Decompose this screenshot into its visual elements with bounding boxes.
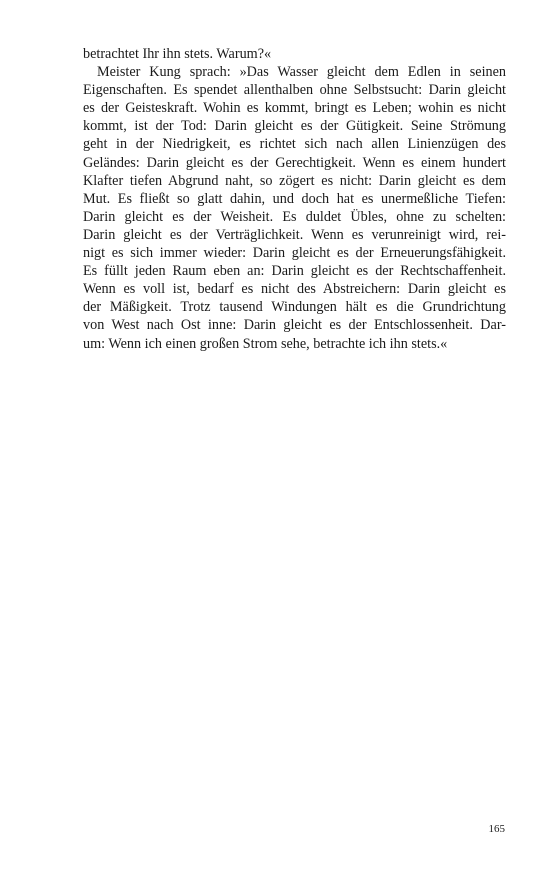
text-line-14: Wenn es voll ist, bedarf es nicht des Abstreichern: Darin gleicht es — [83, 281, 506, 298]
text-line-2: Meister Kung sprach: »Das Wasser gleicht dem Edlen in seinen — [97, 64, 506, 81]
text-line-11: Darin gleicht es der Verträglichkeit. Wenn es verunreinigt wird, rei- — [83, 226, 506, 243]
text-line-4: es der Geisteskraft. Wohin es kommt, bringt es Leben; wohin es nicht — [83, 100, 506, 117]
text-line-3: Eigenschaften. Es spendet allenthalben ohne Selbstsucht: Darin gleicht — [83, 82, 506, 99]
text-line-17: um: Wenn ich einen großen Strom sehe, betrachte ich ihn stets.« — [83, 335, 448, 352]
page-number: 165 — [488, 823, 505, 835]
text-line-10: Darin gleicht es der Weisheit. Es duldet Übles, ohne zu schelten: — [83, 208, 506, 225]
page-text-block — [83, 45, 506, 353]
text-line-13: Es füllt jeden Raum eben an: Darin gleicht es der Rechtschaffenheit. — [83, 263, 506, 280]
text-line-12: nigt es sich immer wieder: Darin gleicht es der Erneuerungsfähigkeit. — [83, 245, 506, 262]
text-line-16: von West nach Ost inne: Darin gleicht es der Entschlossenheit. Dar- — [83, 317, 506, 334]
text-line-15: der Mäßigkeit. Trotz tausend Windungen hält es die Grundrichtung — [83, 299, 506, 316]
text-line-1: betrachtet Ihr ihn stets. Warum?« — [83, 46, 272, 62]
text-line-6: geht in der Niedrigkeit, es richtet sich nach allen Linienzügen des — [83, 136, 506, 153]
text-line-8: Klafter tiefen Abgrund naht, so zögert es nicht: Darin gleicht es dem — [83, 172, 506, 189]
text-line-5: kommt, ist der Tod: Darin gleicht es der Gütigkeit. Seine Strömung — [83, 118, 506, 135]
text-line-9: Mut. Es fließt so glatt dahin, und doch hat es unermeßliche Tiefen: — [83, 190, 506, 207]
text-line-7: Geländes: Darin gleicht es der Gerechtigkeit. Wenn es einem hundert — [83, 154, 506, 171]
